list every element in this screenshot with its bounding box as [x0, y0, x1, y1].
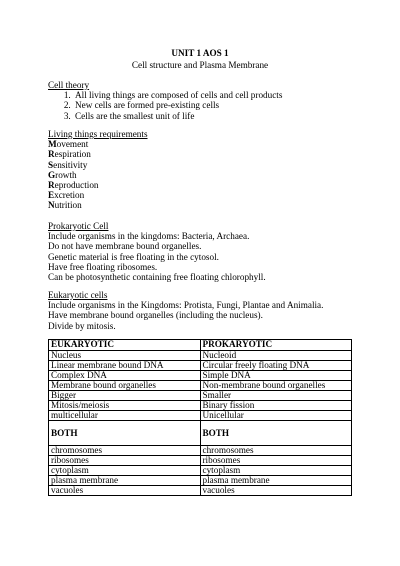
table-row	[49, 401, 352, 411]
table-cell: Binary fission	[200, 401, 352, 411]
table-cell: Complex DNA	[49, 371, 201, 381]
table-cell: chromosomes	[200, 446, 352, 456]
table-cell: Nucleus	[49, 351, 201, 361]
table-header-cell: EUKARYOTIC	[49, 340, 201, 351]
table-both-row	[49, 421, 352, 446]
list-item: 1. All living things are composed of cells and cell products	[73, 90, 282, 100]
table-both-cell: BOTH	[200, 421, 352, 446]
table-cell: Linear membrane bound DNA	[49, 361, 201, 371]
table-cell: multicellular	[49, 411, 201, 421]
table-row	[49, 486, 352, 496]
table-row	[49, 411, 352, 421]
table-row	[49, 371, 352, 381]
text-line: Do not have membrane bound organelles.	[48, 241, 202, 252]
prokaryotic-section	[48, 221, 266, 282]
table-cell: cytoplasm	[49, 466, 201, 476]
table-cell: vacuoles	[200, 486, 352, 496]
table-cell: Circular freely floating DNA	[200, 361, 352, 371]
eukaryotic-section	[48, 290, 323, 331]
table-both-cell: BOTH	[49, 421, 201, 446]
text-line: Genetic material is free floating in the cytosol.	[48, 251, 219, 262]
table-cell: Simple DNA	[200, 371, 352, 381]
text-line: Include organisms in the kingdoms: Bacteria, Archaea.	[48, 231, 250, 242]
prokaryotic-heading: Prokaryotic Cell	[48, 221, 109, 231]
table-cell: plasma membrane	[200, 476, 352, 486]
table-cell: Nucleoid	[200, 351, 352, 361]
list-item: Respiration	[48, 149, 91, 160]
cell-theory-list	[48, 90, 282, 121]
table-header-cell: PROKARYOTIC	[200, 340, 352, 351]
table-row	[49, 466, 352, 476]
page-title: UNIT 1 AOS 1	[171, 48, 229, 58]
text-line: Can be photosynthetic containing free floating chlorophyll.	[48, 272, 266, 283]
table-cell: Mitosis/meiosis	[49, 401, 201, 411]
table-cell: ribosomes	[49, 456, 201, 466]
table-cell: ribosomes	[200, 456, 352, 466]
text-line: Divide by mitosis.	[48, 320, 116, 331]
table-row	[49, 351, 352, 361]
list-item: Growth	[48, 169, 77, 180]
table-row	[49, 476, 352, 486]
text-line: Have free floating ribosomes.	[48, 261, 158, 272]
cell-theory-heading: Cell theory	[48, 80, 90, 90]
living-requirements-section	[48, 129, 148, 211]
table-cell: chromosomes	[49, 446, 201, 456]
table-cell: Membrane bound organelles	[49, 381, 201, 391]
list-item: Reproduction	[48, 180, 99, 191]
list-item: 3. Cells are the smallest unit of life	[73, 111, 282, 121]
table-cell: Non-membrane bound organelles	[200, 381, 352, 391]
table-cell: cytoplasm	[200, 466, 352, 476]
comparison-table	[48, 339, 352, 496]
table-row	[49, 381, 352, 391]
text-line: Have membrane bound organelles (including the nucleus).	[48, 310, 263, 321]
table-cell: Smaller	[200, 391, 352, 401]
table-row	[49, 361, 352, 371]
table-row	[49, 391, 352, 401]
table-cell: Bigger	[49, 391, 201, 401]
table-cell: vacuoles	[49, 486, 201, 496]
list-item: Nutrition	[48, 200, 82, 211]
table-cell: plasma membrane	[49, 476, 201, 486]
page-subtitle: Cell structure and Plasma Membrane	[131, 60, 269, 70]
table-cell: Unicellular	[200, 411, 352, 421]
table-header-row	[49, 340, 352, 351]
eukaryotic-heading: Eukaryotic cells	[48, 290, 108, 300]
list-item: Movement	[48, 139, 89, 150]
list-item: Excretion	[48, 190, 85, 201]
list-item: 2. New cells are formed pre-existing cells	[73, 100, 282, 110]
living-requirements-heading: Living things requirements	[48, 129, 148, 139]
cell-theory-section	[48, 80, 282, 121]
text-line: Include organisms in the Kingdoms: Protista, Fungi, Plantae and Animalia.	[48, 300, 324, 311]
table-row	[49, 446, 352, 456]
list-item: Sensitivity	[48, 159, 88, 170]
table-row	[49, 456, 352, 466]
